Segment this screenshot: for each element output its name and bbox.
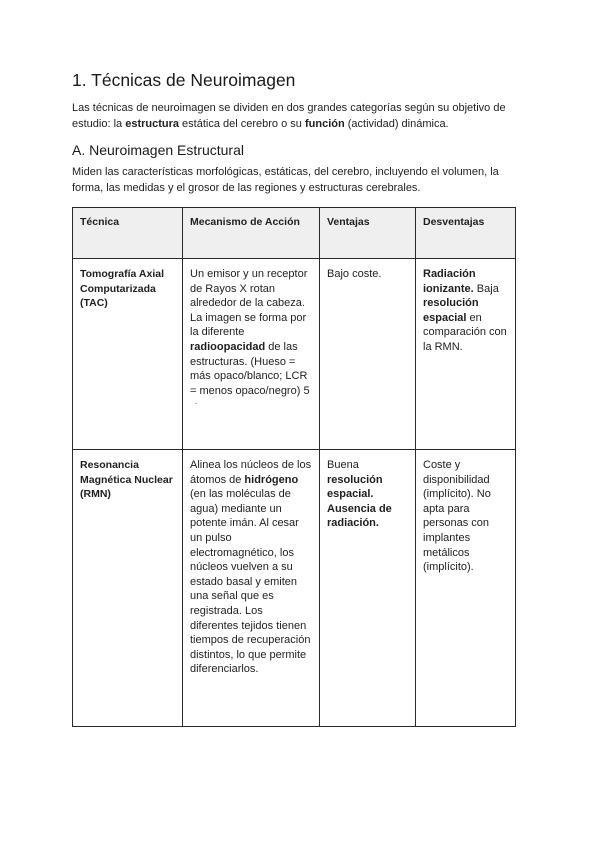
cell-bold: hidrógeno: [244, 473, 299, 486]
intro-bold-funcion: función: [304, 118, 345, 130]
section-heading: 1. Técnicas de Neuroimagen: [72, 70, 296, 90]
table-row: [73, 259, 516, 450]
cell-bold: resolución espacial: [423, 297, 479, 324]
stray-dot: .: [195, 397, 198, 407]
cell-bold: resolución espacial. Ausencia de radiación.: [327, 473, 392, 530]
intro-text-3: (actividad) dinámica.: [344, 118, 449, 130]
cell-text: Un emisor y un receptor de Rayos X rotan alrededor de la cabeza. La imagen se forma por la diferente: [190, 268, 308, 339]
cell-desventajas: [416, 259, 516, 450]
cell-bold: radioopacidad: [190, 340, 266, 353]
intro-bold-estructura: estructura: [125, 118, 179, 130]
cell-text: de las estructuras. (Hueso = más opaco/blanco; LCR = menos opaco/negro): [190, 340, 308, 397]
reference-number: 5: [303, 384, 310, 397]
cell-text: Alinea los núcleos de los átomos de: [190, 459, 312, 486]
header-tecnica: Técnica: [73, 208, 183, 259]
cell-tecnica: Resonancia Magnética Nuclear (RMN): [73, 450, 183, 727]
intro-text-1: Las técnicas de neuroimagen se dividen en dos grandes categorías según su objetivo de estudio: la: [72, 102, 506, 130]
cell-text: Buena: [327, 459, 359, 471]
cell-text: Baja: [473, 282, 499, 295]
intro-text-2: estática del cerebro o su: [179, 118, 305, 130]
subsection-heading: A. Neuroimagen Estructural: [72, 142, 244, 158]
header-ventajas: Ventajas: [320, 208, 416, 259]
cell-text: en comparación con la RMN.: [423, 311, 507, 353]
cell-mecanismo: [183, 259, 320, 450]
header-mecanismo: Mecanismo de Acción: [183, 208, 320, 259]
cell-desventajas: Coste y disponibilidad (implícito). No apta para personas con implantes metálicos (implícito).: [416, 450, 516, 727]
cell-bold: Radiación ionizante.: [423, 268, 476, 295]
cell-ventajas: Bajo coste.: [320, 259, 416, 450]
cell-ventajas: [320, 450, 416, 727]
cell-tecnica: Tomografía Axial Computarizada (TAC): [73, 259, 183, 450]
subsection-paragraph: Miden las características morfológicas, estáticas, del cerebro, incluyendo el volumen, la forma, las medidas y el grosor de las regiones y estructuras cerebrales.: [72, 166, 499, 194]
header-desventajas: Desventajas: [416, 208, 516, 259]
table-row: [73, 450, 516, 727]
table-header-row: [73, 208, 516, 259]
cell-text: (en las moléculas de agua) mediante un potente imán. Al cesar un pulso electromagnético, los núcleos vuelven a su estado basal y emiten una señal que es registrada. Los diferentes tejidos tienen tiempos de recuperación distintos, lo que permite diferenciarlos.: [190, 488, 311, 676]
cell-mecanismo: [183, 450, 320, 727]
intro-paragraph: [72, 100, 532, 132]
techniques-table: [72, 207, 516, 727]
